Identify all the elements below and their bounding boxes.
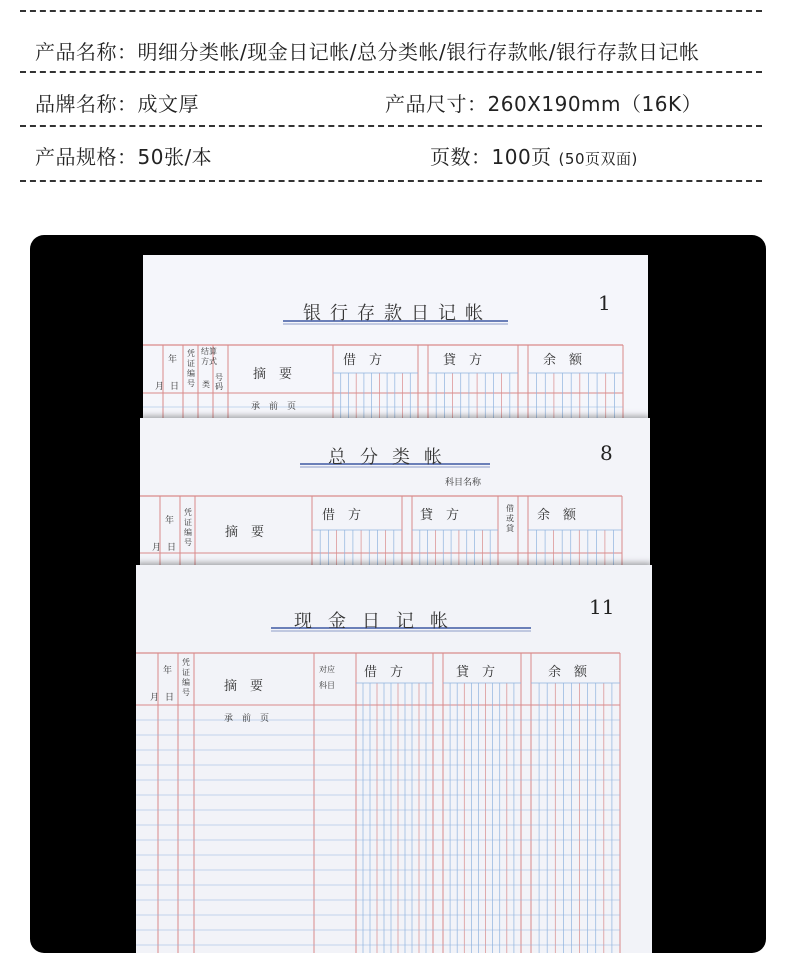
col-summary: 摘 要 [253,367,293,382]
spec-label: 品牌名称： [35,92,138,116]
col-method: 结算方式 [201,347,217,366]
spec-note: (50页双面) [558,150,638,168]
col-month: 月 [150,693,160,703]
col-credit: 貸 方 [420,508,460,523]
spec-label: 产品规格： [35,145,138,169]
ledger-photo [30,235,766,953]
ledger-sheet-bank-journal [143,255,648,420]
carry-forward: 承 前 页 [251,402,297,412]
page-number: 8 [600,441,613,465]
col-year: 年 [163,666,173,676]
spec-brand [35,88,199,117]
col-number: 号码 [215,373,223,391]
spec-value: 明细分类帐/现金日记帐/总分类帐/银行存款帐/银行存款日记帐 [137,40,700,64]
col-debit: 借 方 [364,665,404,680]
spec-value: 100页 [491,145,552,169]
divider-3 [20,125,762,127]
col-day: 日 [165,693,175,703]
col-type: 类 [202,380,210,389]
col-year: 年 [165,516,175,526]
col-debit: 借 方 [343,353,383,368]
col-balance: 余 额 [543,353,583,368]
spec-value: 260X190mm（16K） [487,92,703,116]
ledger-grid [140,418,650,568]
col-voucher: 凭证编号 [182,658,190,697]
col-dr-cr: 借或貸 [506,504,514,533]
page-number: 11 [589,595,615,619]
col-debit: 借 方 [322,508,362,523]
spec-size [385,88,702,117]
ledger-sheet-general [140,418,650,568]
spec-pages [430,141,638,170]
page-number: 1 [598,291,611,315]
col-voucher: 凭证编号 [187,349,195,388]
spec-label: 页数： [430,145,492,169]
spec-value: 成文厚 [137,92,199,116]
col-balance: 余 额 [537,508,577,523]
spec-label: 产品尺寸： [385,92,488,116]
divider-1 [20,10,762,12]
col-voucher: 凭证编号 [184,508,192,547]
col-summary: 摘 要 [225,525,265,540]
col-day: 日 [170,382,180,392]
col-summary: 摘 要 [224,679,264,694]
ledger-title: 银行存款日记帐 [303,303,492,324]
col-day: 日 [167,543,177,553]
divider-4 [20,180,762,182]
subject-label: 科目名称 [445,478,482,488]
spec-value: 50张/本 [137,145,213,169]
col-credit: 貸 方 [443,353,483,368]
col-counter: 对应科目 [319,665,335,690]
col-month: 月 [152,543,162,553]
ledger-title: 现金日记帐 [294,611,464,632]
ledger-title: 总分类帐 [328,447,456,468]
col-month: 月 [155,382,165,392]
carry-forward: 承 前 页 [224,714,270,724]
col-balance: 余 额 [548,665,588,680]
ledger-sheet-cash-journal [136,565,652,953]
spec-specification [35,141,212,170]
ledger-grid [143,255,648,420]
spec-product-name [35,36,699,65]
spec-label: 产品名称： [35,40,138,64]
divider-2 [20,71,762,73]
col-credit: 貸 方 [456,665,496,680]
col-year: 年 [168,355,178,365]
